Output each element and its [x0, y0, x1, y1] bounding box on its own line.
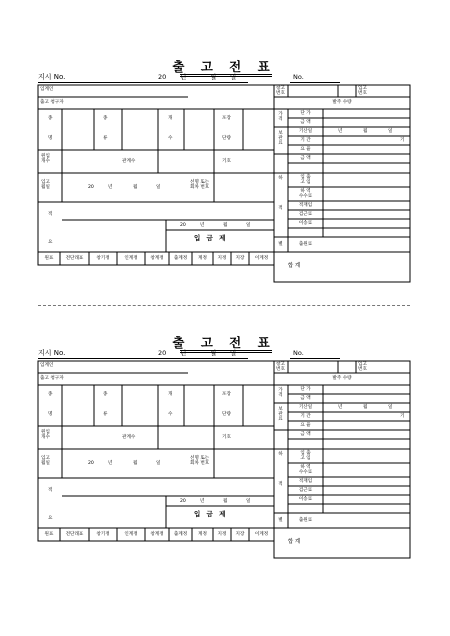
col-9: 이계정 [254, 532, 269, 537]
ship-name-label: 선명 또는 회차 번호 [190, 456, 210, 466]
no-label: No. [293, 349, 304, 357]
form-title: 출 고 전 표 [172, 59, 276, 74]
no-label: No. [293, 73, 304, 81]
year-label: 년 [180, 73, 187, 81]
col-8: 지장 [235, 532, 245, 537]
col-7: 지정 [217, 256, 227, 261]
start-month-label: 월 [363, 129, 368, 134]
day-label: 일 [230, 349, 237, 357]
packing-label: 포장 [222, 116, 231, 121]
period-label: 기 간 [300, 414, 311, 419]
col-4: 창계정 [150, 256, 164, 261]
claimant-label: 출고 청구자 [40, 100, 64, 105]
dest-warehouse-label: 입고 번호 [358, 86, 367, 96]
col-2: 창기정 [96, 532, 110, 537]
rate-label: 요 율 [300, 423, 311, 428]
insurance-section-label: 보 관 료 [278, 131, 283, 146]
container-label: 관계수 [122, 435, 136, 440]
packing-label: 포장 [222, 392, 231, 397]
type-label-1: 종 [103, 392, 108, 397]
col-8: 지장 [235, 256, 245, 261]
receive-month-label: 월 [133, 461, 138, 466]
col-6: 계정 [198, 532, 207, 537]
loading-section-label: 적 [278, 482, 283, 487]
start-day-label: 일 [388, 405, 393, 410]
col-9: 이계정 [254, 256, 269, 261]
type-label-1: 종 [103, 116, 108, 121]
receive-year-prefix: 20 [88, 461, 94, 466]
shipping-label: 발주 수량 [332, 100, 352, 105]
ship-name-label: 선명 또는 회차 번호 [190, 180, 210, 190]
dest-warehouse-label: 입고 번호 [358, 362, 367, 372]
release-slip-2 [38, 328, 410, 558]
col-0: 원표 [44, 256, 54, 261]
amount-month-label: 월 [223, 499, 228, 504]
receive-month-label: 월 [133, 185, 138, 190]
cargo-row-2: 하 역 수수료 [298, 189, 313, 199]
price-section-label: 가 격 [278, 112, 283, 122]
amount-label: 입 금 제 [194, 234, 228, 242]
remarks-label-1: 적 [48, 488, 53, 493]
col-3: 인계정 [124, 532, 138, 537]
year-label: 년 [180, 349, 187, 357]
year-prefix: 20 [158, 349, 167, 357]
cargo-section-label: 하 [278, 452, 283, 457]
remarks-label-1: 적 [48, 212, 53, 217]
count-label-2: 수 [168, 136, 173, 141]
col-7: 지정 [217, 532, 227, 537]
other-section-label: 별 [278, 242, 283, 247]
shipping-label: 발주 수량 [332, 376, 352, 381]
start-year-label: 년 [338, 405, 343, 410]
receive-year-label: 년 [108, 185, 113, 190]
loading-row-2: 검근료 [298, 212, 313, 217]
receive-year-prefix: 20 [88, 185, 94, 190]
amount-row-label: 금 액 [300, 396, 311, 401]
claimant-label: 출고 청구자 [40, 376, 64, 381]
col-4: 창계정 [150, 532, 164, 537]
count-label-2: 수 [168, 412, 173, 417]
release-slip-1 [38, 52, 410, 282]
sign-label: 기호 [222, 159, 231, 164]
amount-day-label: 일 [246, 223, 251, 228]
remarks-label-2: 요 [48, 516, 53, 521]
receive-date-label: 입고 월일 [41, 456, 50, 466]
col-2: 창기정 [96, 256, 110, 261]
receive-day-label: 일 [156, 461, 161, 466]
fee-amount-label: 금 액 [300, 156, 311, 161]
unit-price-label: 단 가 [300, 111, 311, 116]
loading-section-label: 적 [278, 206, 283, 211]
type-label-2: 류 [103, 136, 108, 141]
container-label: 관계수 [122, 159, 136, 164]
loading-row-3: 이송료 [298, 221, 313, 226]
order-no-label: 지시 No. [38, 73, 66, 81]
start-date-label: 기산일 [298, 129, 313, 134]
amount-row-label: 금 액 [300, 120, 311, 125]
start-day-label: 일 [388, 129, 393, 134]
other-section-label: 별 [278, 518, 283, 523]
loading-row-2: 검근료 [298, 488, 313, 493]
receive-day-label: 일 [156, 185, 161, 190]
remarks-label-2: 요 [48, 240, 53, 245]
total-label: 합 계 [287, 539, 301, 545]
unit-label: 단량 [222, 136, 231, 141]
amount-year-label: 년 [200, 223, 205, 228]
price-section-label: 가 격 [278, 388, 283, 398]
item-label-2: 명 [48, 412, 53, 417]
period-label: 기 간 [300, 138, 311, 143]
cargo-section-label: 하 [278, 176, 283, 181]
unit-label: 단량 [222, 412, 231, 417]
receiver-label: 입계인 [40, 363, 54, 368]
period-value: 기 [400, 138, 405, 143]
cargo-row-2: 하 역 수수료 [298, 465, 313, 475]
period-value: 기 [400, 414, 405, 419]
col-1: 전단래표 [65, 532, 84, 537]
amount-month-label: 월 [223, 223, 228, 228]
start-year-label: 년 [338, 129, 343, 134]
form-title: 출 고 전 표 [172, 335, 276, 350]
cargo-row-1: 입 출 고 임 [300, 451, 311, 461]
col-3: 인계정 [124, 256, 138, 261]
day-label: 일 [230, 73, 237, 81]
month-label: 월 [210, 73, 217, 81]
loading-row-1: 적재임 [298, 203, 313, 208]
month-label: 월 [210, 349, 217, 357]
weight-label: 원입 개수 [41, 154, 50, 164]
rate-label: 요 율 [300, 147, 311, 152]
weight-label: 원입 개수 [41, 430, 50, 440]
insurance-section-label: 보 관 료 [278, 407, 283, 422]
order-no-label: 지시 No. [38, 349, 66, 357]
other-label: 출원료 [298, 242, 313, 247]
start-month-label: 월 [363, 405, 368, 410]
amount-year-label: 년 [200, 499, 205, 504]
receive-date-label: 입고 월일 [41, 180, 50, 190]
amount-label: 입 금 제 [194, 510, 228, 518]
count-label-1: 개 [168, 392, 173, 397]
year-prefix: 20 [158, 73, 167, 81]
unit-price-label: 단 가 [300, 387, 311, 392]
receiver-label: 입계인 [40, 87, 54, 92]
amount-year-prefix: 20 [180, 223, 186, 228]
col-5: 출계정 [173, 256, 188, 261]
count-label-1: 개 [168, 116, 173, 121]
start-date-label: 기산일 [298, 405, 313, 410]
form-grid [38, 328, 410, 558]
item-label-1: 종 [48, 116, 53, 121]
amount-year-prefix: 20 [180, 499, 186, 504]
col-0: 원표 [44, 532, 54, 537]
form-grid [38, 52, 410, 282]
other-label: 출원료 [298, 518, 313, 523]
total-label: 합 계 [287, 263, 301, 269]
loading-row-1: 적재임 [298, 479, 313, 484]
loading-row-3: 이송료 [298, 497, 313, 502]
item-label-2: 명 [48, 136, 53, 141]
item-label-1: 종 [48, 392, 53, 397]
sign-label: 기호 [222, 435, 231, 440]
receive-year-label: 년 [108, 461, 113, 466]
fee-amount-label: 금 액 [300, 432, 311, 437]
warehouse-no-label: 창고 번호 [276, 362, 285, 372]
col-5: 출계정 [173, 532, 188, 537]
warehouse-no-label: 창고 번호 [276, 86, 285, 96]
col-6: 계정 [198, 256, 207, 261]
amount-day-label: 일 [246, 499, 251, 504]
cargo-row-1: 입 출 고 임 [300, 175, 311, 185]
col-1: 전단래표 [65, 256, 84, 261]
type-label-2: 류 [103, 412, 108, 417]
cut-line [38, 305, 410, 306]
